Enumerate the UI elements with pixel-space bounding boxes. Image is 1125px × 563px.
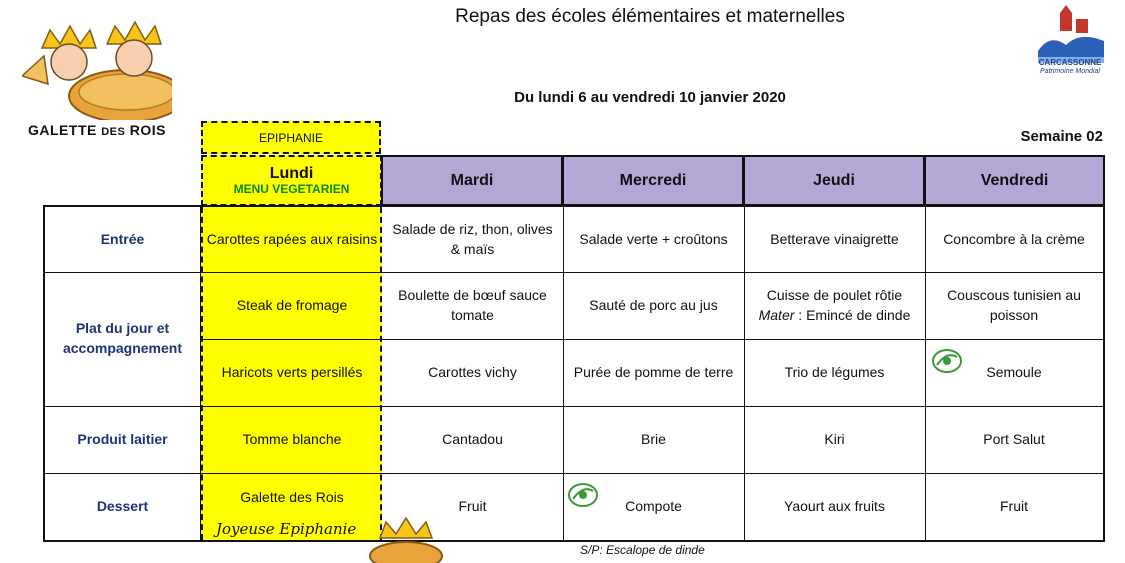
row-label-entree: Entrée <box>100 230 145 247</box>
menu-cell: Betterave vinaigrette <box>770 230 899 247</box>
city-name: CARCASSONNE <box>1038 58 1102 67</box>
day-header-vendredi: Vendredi <box>924 155 1105 206</box>
epiphanie-banner: EPIPHANIE <box>201 121 381 154</box>
menu-cell: Haricots verts persillés <box>221 363 363 380</box>
menu-cell: Couscous tunisien au poisson <box>947 286 1081 323</box>
menu-cell: Salade verte + croûtons <box>579 230 728 247</box>
menu-cell: Yaourt aux fruits <box>784 497 885 514</box>
footnote: S/P: Escalope de dinde <box>580 543 705 557</box>
week-number: Semaine 02 <box>1020 128 1103 145</box>
day-header-jeudi: Jeudi <box>743 155 925 206</box>
galette-icon <box>22 8 172 120</box>
menu-cell: Carottes vichy <box>428 363 517 380</box>
menu-cell: Fruit <box>1000 497 1028 514</box>
menu-cell: Port Salut <box>983 430 1045 447</box>
vegetarian-label: MENU VEGETARIEN <box>233 181 350 196</box>
bio-icon <box>567 481 599 509</box>
day-label: Lundi <box>269 165 314 183</box>
menu-cell: Galette des Rois <box>240 489 344 506</box>
menu-cell: Boulette de bœuf sauce tomate <box>398 286 547 323</box>
city-subtitle: Patrimoine Mondial <box>1040 68 1100 75</box>
bio-icon <box>931 347 963 375</box>
day-header-mardi: Mardi <box>381 155 563 206</box>
menu-cell: Concombre à la crème <box>943 230 1085 247</box>
menu-cell: Sauté de porc au jus <box>589 296 718 313</box>
menu-cell: Brie <box>641 430 666 447</box>
menu-table <box>43 205 1105 542</box>
page-title: Repas des écoles élémentaires et maternelles <box>455 6 845 27</box>
row-label-dessert: Dessert <box>96 497 149 514</box>
menu-cell: Kiri <box>824 430 845 447</box>
menu-item: Cuisse de poulet rôtie <box>766 286 903 303</box>
menu-cell: Fruit <box>458 497 487 514</box>
menu-cell: Cantadou <box>442 430 503 447</box>
day-header-lundi <box>201 155 382 206</box>
menu-cell: Trio de légumes <box>784 363 885 380</box>
menu-cell-jeudi-plat <box>744 272 925 339</box>
menu-cell: Salade de riz, thon, olives & maïs <box>392 220 553 257</box>
mater-note: Mater : Emincé de dinde <box>758 306 911 323</box>
menu-cell: Semoule <box>986 363 1042 380</box>
galette-label: GALETTE DES ROIS <box>28 122 166 138</box>
menu-cell: Steak de fromage <box>236 296 348 313</box>
date-range: Du lundi 6 au vendredi 10 janvier 2020 <box>514 89 786 106</box>
joyeuse-epiphanie: Joyeuse Epiphanie <box>216 520 357 538</box>
menu-cell: Carottes rapées aux raisins <box>206 230 378 247</box>
galette-icon <box>366 516 446 563</box>
row-label-plat: Plat du jour et accompagnement <box>62 320 183 356</box>
day-header-mercredi: Mercredi <box>562 155 744 206</box>
row-label-laitier: Produit laitier <box>77 430 168 447</box>
menu-cell: Tomme blanche <box>242 430 342 447</box>
menu-cell: Compote <box>625 497 682 514</box>
menu-cell: Purée de pomme de terre <box>573 363 734 380</box>
